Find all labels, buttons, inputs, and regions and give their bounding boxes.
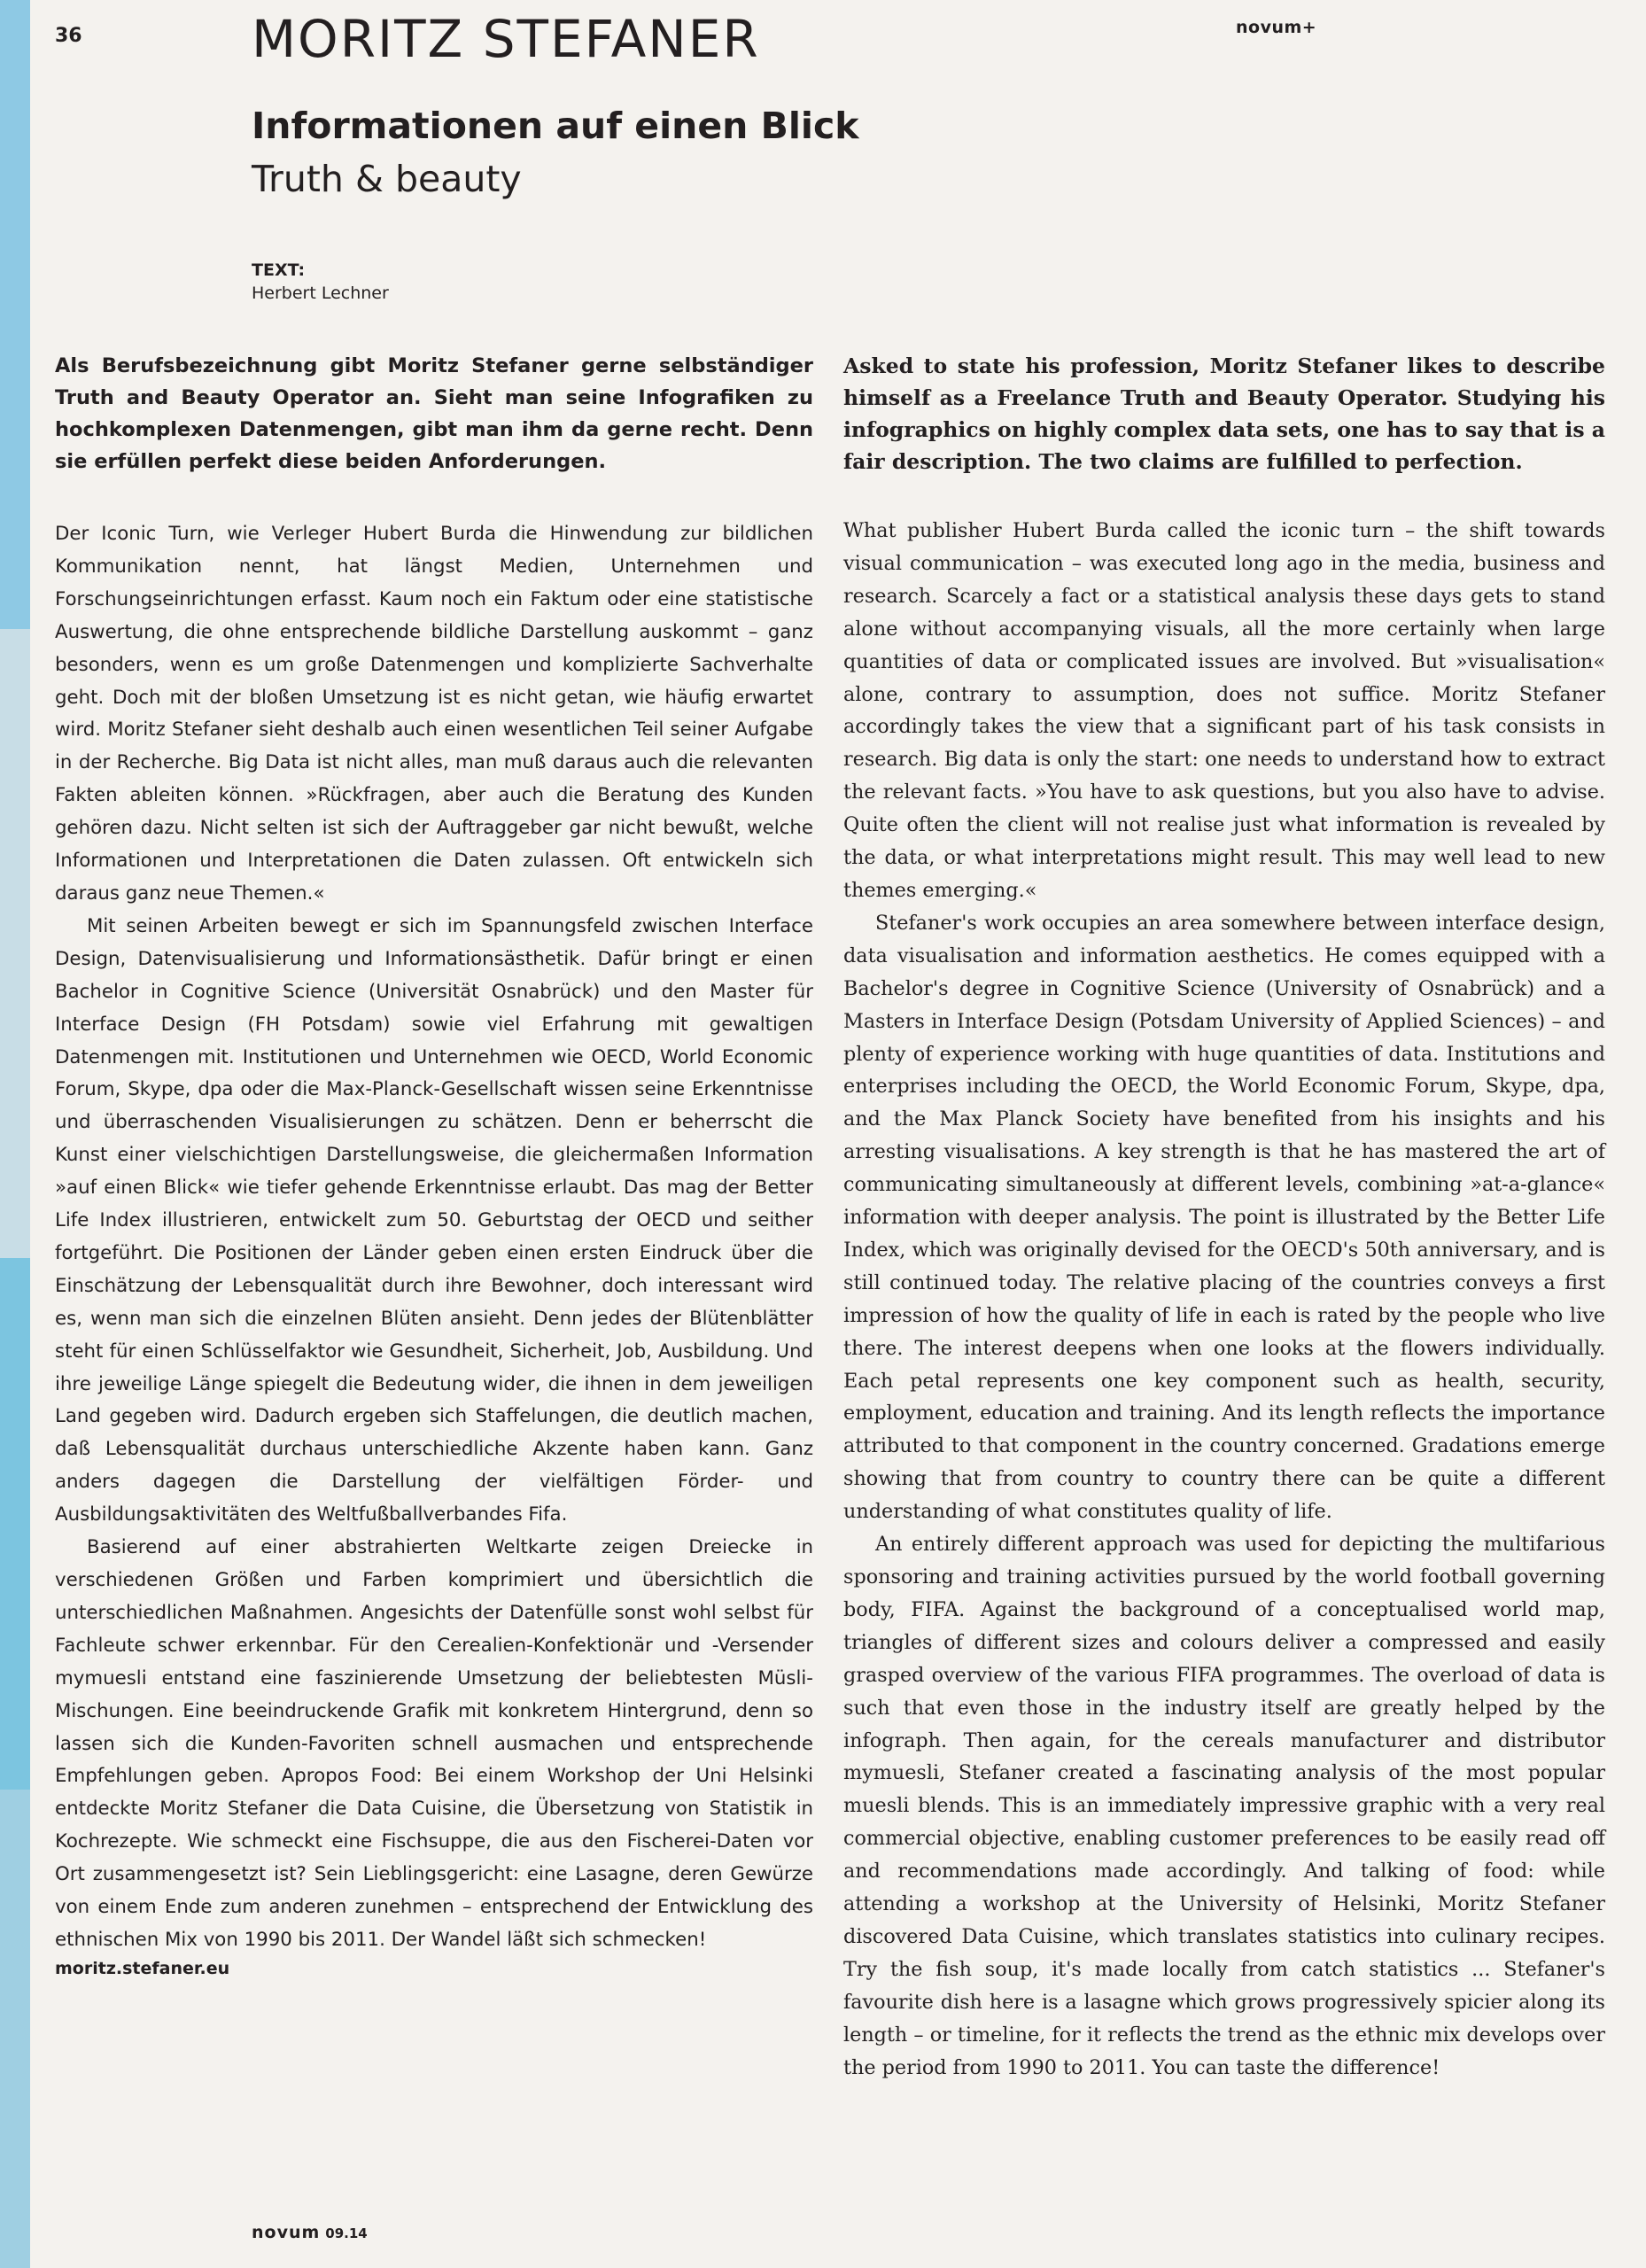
footer-issue-number: 09.14 (325, 2225, 368, 2241)
text-credit-label: TEXT: (252, 260, 306, 280)
footer-magazine-name: novum (252, 2223, 321, 2242)
article-headline: Informationen auf einen Blick (252, 105, 859, 147)
page-edge-color-strip (0, 0, 30, 2268)
german-column (55, 350, 813, 1978)
german-body (55, 518, 813, 1957)
edge-strip-segment (0, 1790, 30, 2268)
website-link[interactable]: moritz.stefaner.eu (55, 1958, 230, 1978)
english-body-paragraph: What publisher Hubert Burda called the iconic turn – the shift towards visual communication – was executed long ago in the media, business and research. Scarcely a fact or a statistical analysis these days gets to stand alone without accompanying visuals, all the more certainly when large quantities of data or complicated issues are involved. But »visualisation« alone, contrary to assumption, does not suffice. Moritz Stefaner accordingly takes the view that a significant part of his task consists in research. Big data is only the start: one needs to understand how to extract the relevant facts. »You have to ask questions, but you also have to advise. Quite often the client will not realise just what information is revealed by the data, or what interpretations might result. This may well lead to new themes emerging.« (843, 519, 1605, 902)
article-author-title: MORITZ STEFANER (252, 9, 760, 69)
text-credit-name: Herbert Lechner (252, 284, 389, 303)
english-body (843, 515, 1605, 2085)
english-lead-paragraph: Asked to state his profession, Moritz Stefaner likes to describe himself as a Freelance Truth and Beauty Operator. Studying his infographics on highly complex data sets, one has to say that is a fair description. The two claims are fulfilled to perfection. (843, 353, 1605, 474)
magazine-name-header: novum+ (1236, 18, 1317, 37)
german-body-paragraph: Mit seinen Arbeiten bewegt er sich im Spannungsfeld zwischen Interface Design, Datenvisualisierung und Informationsästhetik. Dafür bringt er einen Bachelor in Cognitive Science (Universität Osnabrück) und den Master für Interface Design (FH Potsdam) sowie viel Erfahrung mit gewaltigen Datenmengen mit. Institutionen und Unternehmen wie OECD, World Economic Forum, Skype, dpa oder die Max-Planck-Gesellschaft wissen seine Erkenntnisse und überraschenden Visualisierungen zu schätzen. Denn er beherrscht die Kunst einer vielschichtigen Darstellungsweise, die gleichermaßen Information »auf einen Blick« wie tiefer gehende Erkenntnisse erlaubt. Das mag der Better Life Index illustrieren, entwickelt zum 50. Geburtstag der OECD und seither fortgeführt. Die Positionen der Länder geben einen ersten Eindruck über die Einschätzung der Lebensqualität durch ihre Bewohner, doch interessant wird es, wenn man sich die einzelnen Blüten ansieht. Denn jedes der Blütenblätter steht für einen Schlüsselfaktor wie Gesundheit, Sicherheit, Job, Ausbildung. Und ihre jeweilige Länge spiegelt die Bedeutung wider, die ihnen in dem jeweiligen Land gegeben wird. Dadurch ergeben sich Staffelungen, die deutlich machen, daß Lebensqualität durchaus unterschiedliche Akzente haben kann. Ganz anders dagegen die Darstellung der vielfältigen Förder- und Ausbildungsaktivitäten des Weltfußballverbandes Fifa. (55, 914, 813, 1526)
english-column (843, 350, 1605, 2085)
edge-strip-segment (0, 0, 30, 629)
english-body-paragraph: Stefaner's work occupies an area somewhere between interface design, data visualisation and information aesthetics. He comes equipped with a Bachelor's degree in Cognitive Science (University of Osnabrück) and a Masters in Interface Design (Potsdam University of Applied Sciences) – and plenty of experience working with huge quantities of data. Institutions and enterprises including the OECD, the World Economic Forum, Skype, dpa, and the Max Planck Society have benefited from his insights and his arresting visualisations. A key strength is that he has mastered the art of communicating simultaneously at different levels, combining »at-a-glance« information with deeper analysis. The point is illustrated by the Better Life Index, which was originally devised for the OECD's 50th anniversary, and is still continued today. The relative placing of the countries conveys a first impression of how the quality of life in each is rated by the people who live there. The interest deepens when one looks at the flowers individually. Each petal represents one key component such as health, security, employment, education and training. And its length reflects the importance attributed to that component in the country concerned. Gradations emerge showing that from country to country there can be quite a different understanding of what constitutes quality of life. (843, 911, 1605, 1524)
edge-strip-segment (0, 1258, 30, 1790)
english-body-paragraph: An entirely different approach was used for depicting the multifarious sponsoring and training activities pursued by the world football governing body, FIFA. Against the background of a conceptualised world map, triangles of different sizes and colours deliver a compressed and easily grasped overview of the various FIFA programmes. The overload of data is such that even those in the industry itself are greatly helped by the infograph. Then again, for the cereals manufacturer and distributor mymuesli, Stefaner created a fascinating analysis of the most popular muesli blends. This is an immediately impressive graphic with a very real commercial objective, enabling customer preferences to be easily read off and recommendations made accordingly. And talking of food: while attending a workshop at the University of Helsinki, Moritz Stefaner discovered Data Cuisine, which translates statistics into culinary recipes. Try the fish soup, it's made locally from catch statistics ... Stefaner's favourite dish here is a lasagne which grows progressively spicier along its length – or timeline, for it reflects the trend as the ethnic mix develops over the period from 1990 to 2011. You can taste the difference! (843, 1533, 1605, 2079)
german-body-paragraph: Basierend auf einer abstrahierten Weltkarte zeigen Dreiecke in verschiedenen Größen und Farben komprimiert und übersichtlich die unterschiedlichen Maßnahmen. Angesichts der Datenfülle sonst wohl selbst für Fachleute schwer erkennbar. Für den Cerealien-Konfektionär und -Versender mymuesli entstand eine faszinierende Umsetzung der beliebtesten Müsli-Mischungen. Eine beeindruckende Grafik mit konkretem Hintergrund, denn so lassen sich die Kunden-Favoriten schnell ausmachen und entsprechende Empfehlungen geben. Apropos Food: Bei einem Workshop der Uni Helsinki entdeckte Moritz Stefaner die Data Cuisine, die Übersetzung von Statistik in Kochrezepte. Wie schmeckt eine Fischsuppe, die aus den Fischerei-Daten vor Ort zusammengesetzt ist? Sein Lieblingsgericht: eine Lasagne, deren Gewürze von einem Ende zum anderen zunehmen – entsprechend der Entwicklung des ethnischen Mix von 1990 bis 2011. Der Wandel läßt sich schmecken! (55, 1536, 813, 1951)
german-lead-paragraph: Als Berufsbezeichnung gibt Moritz Stefaner gerne selbständiger Truth and Beauty Operator an. Sieht man seine Infografiken zu hochkomplexen Datenmengen, gibt man ihm da gerne recht. Denn sie erfüllen perfekt diese beiden Anforderungen. (55, 354, 813, 473)
article-subheadline: Truth & beauty (252, 158, 522, 200)
footer-issue-label (252, 2223, 368, 2242)
page-number: 36 (55, 25, 82, 47)
german-body-paragraph: Der Iconic Turn, wie Verleger Hubert Burda die Hinwendung zur bildlichen Kommunikation nennt, hat längst Medien, Unternehmen und Forschungseinrichtungen erfasst. Kaum noch ein Faktum oder eine statistische Auswertung, die ohne entsprechende bildliche Darstellung auskommt – ganz besonders, wenn es um große Datenmengen und komplizierte Sachverhalte geht. Doch mit der bloßen Umsetzung ist es nicht getan, wie häufig erwartet wird. Moritz Stefaner sieht deshalb auch einen wesentlichen Teil seiner Aufgabe in der Recherche. Big Data ist nicht alles, man muß daraus auch die relevanten Fakten ableiten können. »Rückfragen, aber auch die Beratung des Kunden gehören dazu. Nicht selten ist sich der Auftraggeber gar nicht bewußt, welche Informationen und Interpretationen die Daten zulassen. Oft entwickeln sich daraus ganz neue Themen.« (55, 523, 813, 905)
edge-strip-segment (0, 629, 30, 1258)
